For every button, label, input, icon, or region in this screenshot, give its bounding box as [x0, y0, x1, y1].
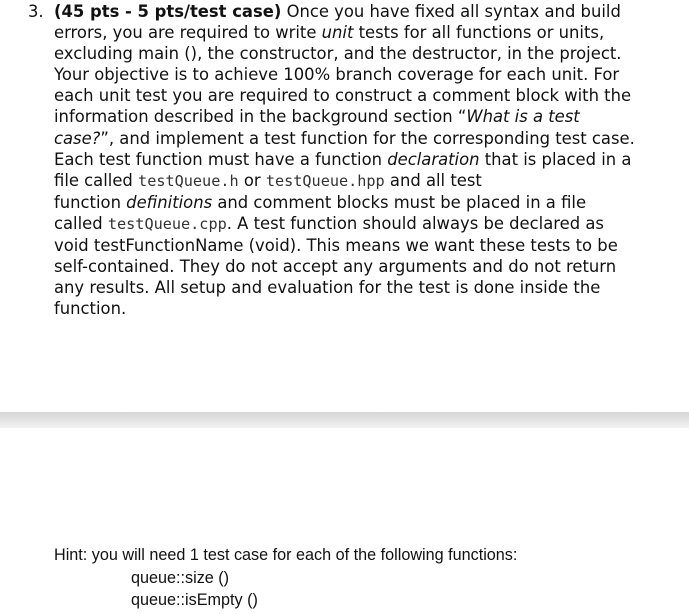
hint-block: [54, 544, 517, 612]
question-line-2: errors, you are required to write: [54, 23, 322, 43]
hint-function-isempty: queue::isEmpty (): [131, 591, 258, 609]
question-line-11b: . A test function should always be declared as: [226, 213, 604, 233]
question-line-12: void testFunctionName (void). This means we want these tests to be: [54, 236, 618, 256]
question-line-7: ”, and implement a test function for the corresponding test case.: [100, 128, 635, 148]
question-line-9: file called: [54, 170, 139, 190]
hint-text: Hint: you will need 1 test case for each of the following functions:: [54, 546, 518, 564]
emphasis-unit: unit: [321, 23, 354, 43]
question-line-10: function: [54, 192, 127, 212]
code-testqueue-hpp: testQueue.hpp: [265, 171, 385, 190]
question-line-13: self-contained. They do not accept any arguments and do not return: [54, 257, 617, 277]
question-line-14: any results. All setup and evaluation for the test is done inside the: [54, 278, 601, 298]
question-line-11: called: [54, 213, 108, 233]
section-divider: [0, 412, 689, 428]
question-line-8: Each test function must have a function: [54, 149, 388, 169]
question-text: [54, 1, 688, 319]
question-line-10b: and comment blocks must be placed in a file: [212, 192, 587, 212]
code-testqueue-cpp: testQueue.cpp: [107, 214, 227, 233]
emphasis-case: case?: [54, 128, 101, 148]
question-block: [28, 1, 688, 319]
question-line-8b: that is placed in a: [479, 149, 632, 169]
question-line-6: information described in the background section “: [54, 107, 467, 127]
question-line-1: Once you have fixed all syntax and build: [281, 2, 621, 21]
question-line-3: excluding main (), the constructor, and the destructor, in the project.: [54, 44, 622, 64]
emphasis-what-is-a-test: What is a test: [466, 107, 580, 127]
question-line-9c: and all test: [384, 170, 482, 190]
question-line-5: each unit test you are required to construct a comment block with the: [54, 86, 632, 106]
question-line-4: Your objective is to achieve 100% branch coverage for each unit. For: [54, 65, 620, 85]
hint-function-size: queue::size (): [131, 568, 230, 587]
emphasis-declaration: declaration: [387, 149, 480, 169]
question-line-2b: tests for all functions or units,: [353, 23, 605, 43]
emphasis-definitions: definitions: [126, 192, 213, 212]
code-testqueue-h: testQueue.h: [138, 171, 239, 190]
question-line-9b: or: [238, 170, 266, 190]
question-line-15: function.: [54, 299, 127, 319]
question-points: (45 pts - 5 pts/test case): [54, 2, 282, 21]
question-number: 3.: [28, 2, 44, 21]
